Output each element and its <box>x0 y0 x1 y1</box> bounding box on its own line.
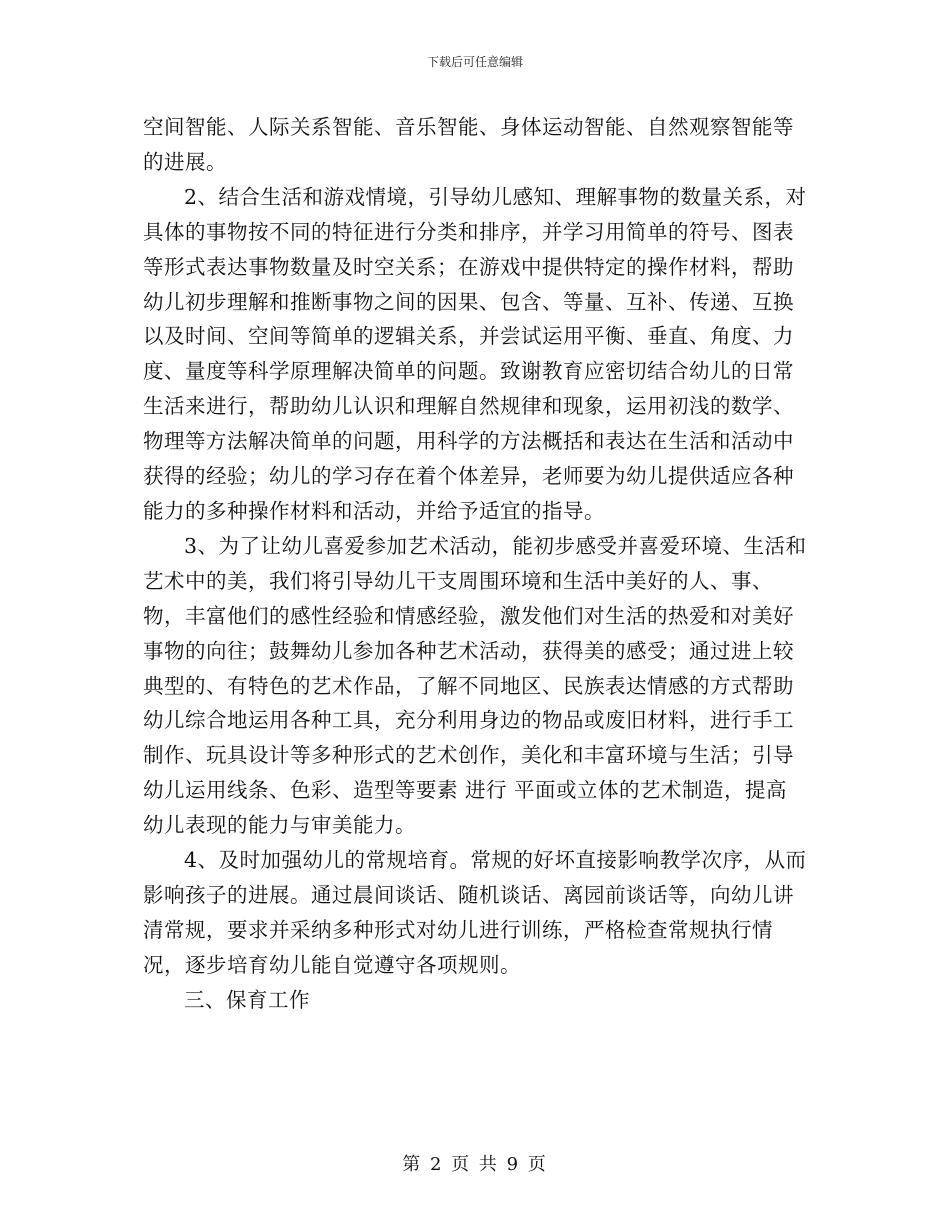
section-heading-3: 三、保育工作 <box>184 987 310 1012</box>
page-footer: 第 2 页 共 9 页 <box>402 1154 548 1175</box>
paragraph-item-2: 2、结合生活和游戏情境，引导幼儿感知、理解事物的数量关系，对具体的事物按不同的特征进行分类和排序，并学习用简单的符号、图表等形式表达事物数量及时空关系；在游戏中提供特定的操作材料，帮助幼儿初步理解和推断事物之间的因果、包含、等量、互补、传递、互换以及时间、空间等简单的逻辑关系，并尝试运用平衡、垂直、角度、力度、量度等科学原理解决简单的问题。致谢教育应密切结合幼儿的日常生活来进行，帮助幼儿认识和理解自然规律和现象，运用初浅的数学、物理等方法解决简单的问题，用科学的方法概括和表达在生活和活动中获得的经验；幼儿的学习存在着个体差异，老师要为幼儿提供适应各种能力的多种操作材料和活动，并给予适宜的指导。 <box>143 184 807 523</box>
paragraph-item-4: 4、及时加强幼儿的常规培育。常规的好坏直接影响教学次序，从而影响孩子的进展。通过晨间谈话、随机谈话、离园前谈话等，向幼儿讲清常规，要求并采纳多种形式对幼儿进行训练，严格检查常规执行情况，逐步培育幼儿能自觉遵守各项规则。 <box>143 848 807 977</box>
page-header: 下载后可任意编辑 <box>426 55 523 69</box>
paragraph-continuation: 空间智能、人际关系智能、音乐智能、身体运动智能、自然观察智能等的进展。 <box>143 115 794 174</box>
document-body <box>143 110 807 1018</box>
paragraph-item-3: 3、为了让幼儿喜爱参加艺术活动，能初步感受并喜爱环境、生活和艺术中的美，我们将引导幼儿干支周围环境和生活中美好的人、事、物，丰富他们的感性经验和情感经验，激发他们对生活的热爱和对美好事物的向往；鼓舞幼儿参加各种艺术活动，获得美的感受；通过进上较典型的、有特色的艺术作品，了解不同地区、民族表达情感的方式帮助幼儿综合地运用各种工具，充分利用身边的物品或废旧材料，进行手工制作、玩具设计等多种形式的艺术创作，美化和丰富环境与生活；引导幼儿运用线条、色彩、造型等要素 进行 平面或立体的艺术制造，提高幼儿表现的能力与审美能力。 <box>143 533 807 838</box>
